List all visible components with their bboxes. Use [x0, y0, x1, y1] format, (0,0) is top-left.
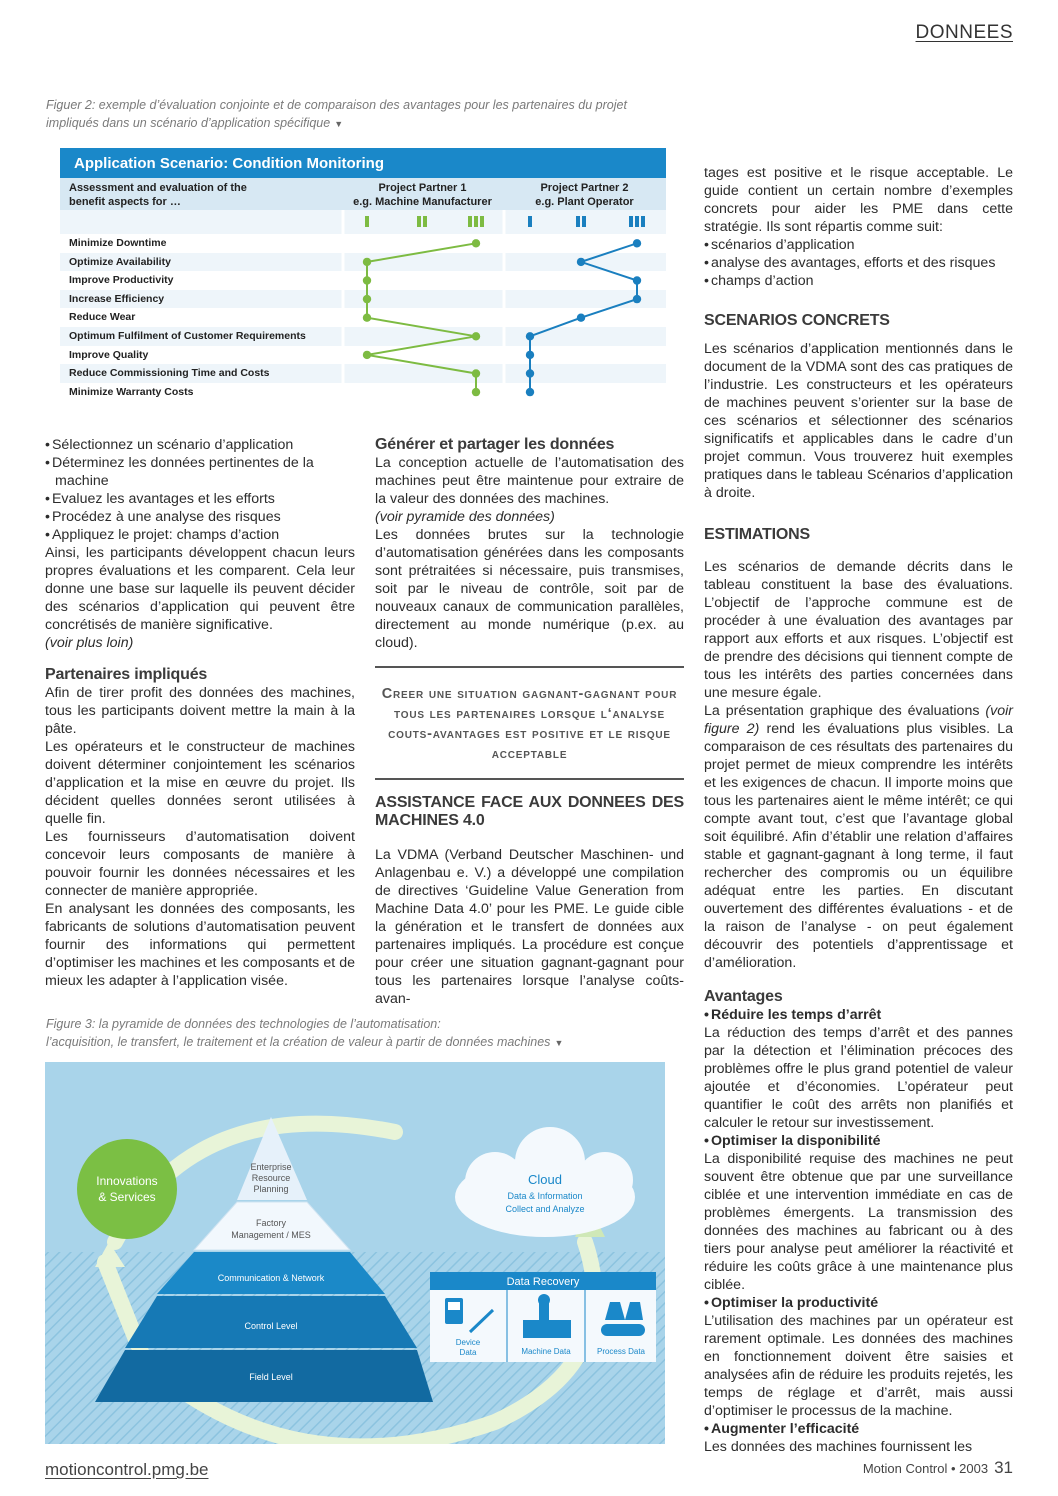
benefit-3-text: L’utilisation des machines par un opérateur est rarement optimale. Les données des machines en fonctionnement doivent être saisies et analysées afin de réduire les produits rejetés, les temps de réglage et d’arrêt, mais aussi d’optimiser le processus de la machine. — [704, 1313, 1013, 1419]
triangle-down-icon: ▼ — [334, 119, 344, 129]
partner2-point — [577, 314, 585, 322]
col1-bullet-item: • Appliquez le projet: champs d’action — [45, 526, 355, 544]
innovations-label-1: Innovations — [96, 1174, 158, 1188]
communication-label: Communication & Network — [217, 1273, 325, 1283]
partner1-point — [472, 332, 480, 340]
partner1-point — [363, 314, 371, 322]
device-data-label-2: Data — [459, 1348, 477, 1357]
partner1-point — [363, 351, 371, 359]
partner1-role: e.g. Machine Manufacturer — [353, 196, 492, 208]
col3-p3-ref: (voir figure 2) — [704, 703, 1013, 737]
figure3-caption-line1: Figure 3: la pyramide de données des technologies de l’automatisation: — [46, 1017, 441, 1031]
col1-bullet-item: • Evaluez les avantages et les efforts — [45, 490, 355, 508]
partner2-role: e.g. Plant Operator — [535, 196, 634, 208]
erp-label-3: Planning — [253, 1184, 289, 1194]
col1-p1: Afin de tirer profit des données des machines, tous les participants doivent mettre la main à la pâte. — [45, 685, 355, 737]
partner2-point — [526, 388, 534, 396]
col3-bullet-item: • analyse des avantages, efforts et des risques — [704, 254, 1013, 272]
figure2-assessment-chart — [60, 148, 666, 413]
figure2-caption-line1: Figuer 2: exemple d’évaluation conjointe et de comparaison des avantages pour les partenaires du projet — [46, 98, 627, 112]
col3-p2: Les scénarios de demande décrits dans le tableau constituent la base des évaluations. L’objectif de l’approche commune est de procéder à une évaluation des avantages par rapport aux efforts et aux risques. L’objectif est de prendre des décisions qui tiennent compte de tous les intérêts des parties concernées dans une mesure égale. — [704, 559, 1013, 701]
benefit-1-title: • Réduire les temps d’arrêt — [704, 1006, 1013, 1024]
figure2-title: Application Scenario: Condition Monitoring — [60, 148, 666, 178]
partner2-level-2-marker — [576, 216, 580, 227]
figure2-caption-line2: impliqués dans un scénario d’application spécifique — [46, 116, 331, 130]
partner2-level-3-marker — [635, 216, 639, 227]
benefit-4-title: • Augmenter l’efficacité — [704, 1420, 1013, 1438]
assessment-row-label: Improve Productivity — [60, 271, 666, 290]
col1-bullet-item: • Procédez à une analyse des risques — [45, 508, 355, 526]
partner2-point — [526, 369, 534, 377]
figure3-caption-line2: l’acquisition, le transfert, le traitement et la création de valeur à partir de données machines — [46, 1035, 551, 1049]
heading-estimations: ESTIMATIONS — [704, 526, 810, 543]
benefit-4-text: Les données des machines fournissent les — [704, 1439, 973, 1455]
benefit-2-text: La disponibilité requise des machines ne peut souvent être obtenue que par une surveillance ciblée et une intervention immédiate en cas de problèmes émergents. La transmission des données des machines au fabricant ou à des tiers pour analyse peut améliorer la réactivité et réduire les coûts grâce à une maintenance plus ciblée. — [704, 1151, 1013, 1293]
assessment-row-label: Optimum Fulfilment of Customer Requirements — [69, 329, 306, 342]
figure2-header — [60, 178, 666, 210]
partner2-point — [633, 276, 641, 284]
partner1-level-3-marker — [474, 216, 478, 227]
pull-quote: Creer une situation gagnant-gagnant pour tous les partenaires lorsque l‘analyse couts-avantages est positive et le risque acceptable — [375, 666, 684, 780]
process-data-label: Process Data — [596, 1347, 646, 1356]
partner2-level-2-marker — [582, 216, 586, 227]
partner1-level-3-marker — [480, 216, 484, 227]
col2-p2: Les données brutes sur la technologie d’automatisation générées dans les composants sont prétraitées si nécessaire, puis transmises, soit par le niveau de contrôle, soit par de nouveaux canaux de communication parallèles, directement au monde numérique (p.ex. au cloud). — [375, 527, 684, 651]
col2-p3: La VDMA (Verband Deutscher Maschinen- und Anlagenbau e. V.) a développé une compilation de directives ‘Guideline Value Generation from Machine Data 4.0’ pour les PME. Le guide cible la génération et le transfert de données aux partenaires impliqués. La procédure est conçue pour créer une situation gagnant-gagnant pour tous les partenaires lorsque l’analyse coûts-avan- — [375, 847, 684, 1007]
partner2-level-1-marker — [528, 216, 532, 227]
partner1-level-1-marker — [365, 216, 369, 227]
partner2-point — [577, 258, 585, 266]
partner1-name: Project Partner 1 — [378, 182, 467, 194]
assessment-row-label: Minimize Warranty Costs — [60, 383, 666, 402]
col1-bullet-item: • Sélectionnez un scénario d’application — [45, 436, 355, 454]
col1-p4: En analysant les données des composants, les fabricants de solutions d’automatisation peuvent fournir des informations qui permettent d’optimiser les machines et les composants et de mieux les adapter à l’application visée. — [45, 901, 355, 989]
field-level-label: Field Level — [249, 1372, 293, 1382]
assessment-row-label: Improve Quality — [60, 346, 666, 365]
assessment-row-label: Increase Efficiency — [69, 292, 165, 305]
heading-generer: Générer et partager les données — [375, 436, 615, 453]
pyramid-diagram — [45, 1062, 665, 1444]
col3-p1: Les scénarios d’application mentionnés dans le document de la VDMA sont des cas pratiques de l’industrie. Les constructeurs et les opérateurs de machines peuvent s’orienter sur la base de ces scénarios et sélectionner des scénarios significatifs et applicables dans le cadre d’un projet commun. Vous trouverez huit exemples pratiques dans le tableau Scénarios d’application à droite. — [704, 341, 1013, 501]
figure3-data-pyramid — [45, 1062, 665, 1444]
benefit-1-text: La réduction des temps d’arrêt et des pannes par la détection et l’élimination précoces des problèmes offre le plus grand potentiel de valeur ajoutée et d’économies. L’opérateur peut quantifier le coût des arrêts non planifiés et calculer le retour sur investissement. — [704, 1025, 1013, 1131]
partner1-level-3-marker — [468, 216, 472, 227]
partner2-level-3-marker — [629, 216, 633, 227]
column-2 — [375, 436, 684, 1008]
partner1-point — [363, 258, 371, 266]
machine-data-label: Machine Data — [521, 1347, 571, 1356]
partner2-level-3-marker — [641, 216, 645, 227]
partner1-level-2-marker — [423, 216, 427, 227]
partner1-point — [472, 369, 480, 377]
col2-p1: La conception actuelle de l’automatisation des machines peut être maintenue pour extraire de la valeur des données des machines. — [375, 455, 684, 507]
partner2-point — [633, 295, 641, 303]
partner1-point — [363, 295, 371, 303]
triangle-down-icon: ▼ — [554, 1038, 564, 1048]
col1-para1: Ainsi, les participants développent chacun leurs propres évaluations et les comparent. Cela leur donne une base sur laquelle ils peuvent décider des scénarios d’application qui peuvent être concrétisés de manière significative. — [45, 545, 355, 633]
magazine-issue: Motion Control • 2003 — [862, 1461, 989, 1476]
innovations-circle — [77, 1139, 177, 1239]
mes-label-2: Management / MES — [231, 1230, 311, 1240]
col3-bullet-item: • scénarios d’application — [704, 236, 1013, 254]
cloud-title: Cloud — [528, 1172, 562, 1187]
partner2-point — [526, 332, 534, 340]
column-3 — [704, 164, 1013, 1456]
assessment-row-label: Optimize Availability — [69, 255, 171, 268]
heading-avantages: Avantages — [704, 988, 783, 1005]
figure3-caption — [46, 1015, 666, 1052]
partner1-point — [472, 239, 480, 247]
partner2-name: Project Partner 2 — [540, 182, 629, 194]
col3-p3 — [704, 702, 1013, 972]
header-left-2: benefit aspects for … — [69, 196, 181, 208]
assessment-row-label: Minimize Downtime — [60, 234, 666, 253]
partner2-point — [526, 351, 534, 359]
cloud-subtitle-2: Collect and Analyze — [505, 1204, 585, 1214]
col3-bullet-list — [704, 236, 1013, 290]
assessment-row-label: Reduce Wear — [60, 308, 666, 327]
col1-para1-ref: (voir plus loin) — [45, 635, 134, 651]
col2-p1-ref: (voir pyramide des données) — [375, 509, 555, 525]
heading-assistance: ASSISTANCE FACE AUX DONNEES DES MACHINES 4.0 — [375, 794, 684, 829]
col3-p3-a: La présentation graphique des évaluations — [704, 703, 980, 719]
benefit-2-title: • Optimiser la disponibilité — [704, 1132, 1013, 1150]
device-data-label-1: Device — [455, 1338, 481, 1347]
col1-p3: Les fournisseurs d’automatisation doivent concevoir leurs composants de manière à pouvoir fournir les données nécessaires et les connecter de manière appropriée. — [45, 829, 355, 899]
partner1-level-2-marker — [417, 216, 421, 227]
col1-p2: Les opérateurs et le constructeur de machines doivent déterminer conjointement les scénarios d’application et la mise en œuvre du projet. Ils décident quelles données seront utilisées à quelle fin. — [45, 739, 355, 827]
figure2-caption — [46, 96, 666, 133]
mes-label-1: Factory — [255, 1218, 287, 1228]
heading-partenaires: Partenaires impliqués — [45, 666, 208, 683]
partner1-line — [367, 243, 476, 392]
col3-p3-b: rend les évaluations plus visibles. La comparaison de ces résultats des partenaires du projet permet de mieux comprendre les intérêts et les exigences de chacun. Il importe moins que tous les partenaires aient le même intérêt; ce qui compte avant tout, c’est que l’avantage global soit équilibré. Afin d’établir une relation d’affaires stable et gagnant-gagnant à long terme, il faut rechercher des compromis ou un équilibre adéquat entre les parties. En discutant ouvertement des différentes évaluations - et de la raison de l’analyse - on peut également découvrir des potentiels d’apprentissage et d’amélioration. — [704, 721, 1013, 971]
header-left-1: Assessment and evaluation of the — [69, 182, 247, 194]
data-recovery-title: Data Recovery — [506, 1276, 580, 1288]
col1-bullet-list — [45, 436, 355, 544]
figure2-plot — [60, 210, 666, 413]
cloud-subtitle-1: Data & Information — [507, 1191, 583, 1201]
erp-label-2: Resource — [251, 1173, 291, 1183]
col3-p0: tages est positive et le risque acceptable. Le guide contient un certain nombre d’exemples concrets pour aider les PME dans cette stratégie. Ils sont répartis comme suit: — [704, 165, 1013, 235]
footer-right — [863, 1458, 1013, 1478]
erp-label-1: Enterprise — [250, 1162, 292, 1172]
partner1-point — [472, 388, 480, 396]
section-tag: DONNEES — [915, 22, 1013, 43]
column-1 — [45, 436, 355, 990]
benefit-3-title: • Optimiser la productivité — [704, 1294, 1013, 1312]
page-number: 31 — [994, 1458, 1013, 1477]
col1-bullet-item: • Déterminez les données pertinentes de la machine — [45, 454, 355, 490]
heading-scenarios: SCENARIOS CONCRETS — [704, 312, 890, 329]
assessment-row-label: Reduce Commissioning Time and Costs — [69, 367, 270, 380]
partner2-point — [633, 239, 641, 247]
col3-bullet-item: • champs d’action — [704, 272, 1013, 290]
partner1-point — [363, 276, 371, 284]
innovations-label-2: & Services — [98, 1190, 156, 1204]
footer-url[interactable]: motioncontrol.pmg.be — [45, 1460, 209, 1479]
control-level-label: Control Level — [244, 1321, 298, 1331]
